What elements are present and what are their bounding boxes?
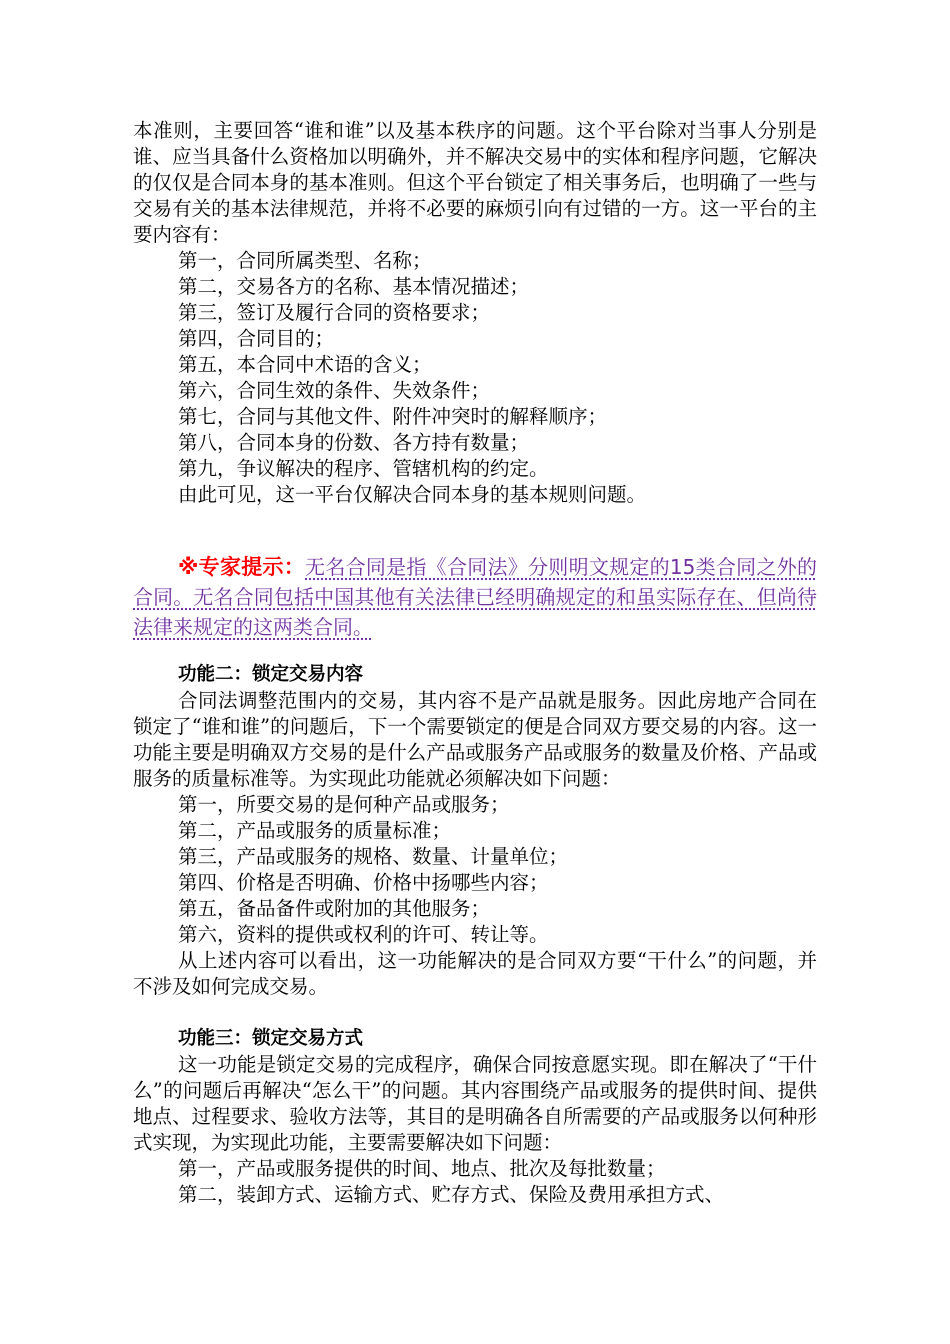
- list-item: 第六，资料的提供或权利的许可、转让等。: [178, 923, 549, 946]
- list-item: 第五，本合同中术语的含义；: [178, 353, 432, 376]
- list-item: 第四、价格是否明确、价格中扬哪些内容；: [178, 871, 549, 894]
- intro-paragraph: 本准则，主要回答“谁和谁”以及基本秩序的问题。这个平台除对当事人分别是谁、应当具备什么资格加以明确外，并不解决交易中的实体和程序问题，它解决的仅仅是合同本身的基本准则。但这个平台锁定了相关事务后，也明确了一些与交易有关的基本法律规范，并将不必要的麻烦引向有过错的一方。这一平台的主要内容有：: [133, 119, 817, 246]
- expert-tip-text: 无名合同是指《合同法》分则明文规定的15类合同之外的合同。无名合同包括中国其他有关法律已经明确规定的和虽实际存在、但尚待法律来规定的这两类合同。: [133, 555, 817, 639]
- platform-list: [133, 248, 817, 482]
- function2-paragraph: 合同法调整范围内的交易，其内容不是产品就是服务。因此房地产合同在锁定了“谁和谁”的问题后，下一个需要锁定的便是合同双方要交易的内容。这一功能主要是明确双方交易的是什么产品或服务产品或服务的数量及价格、产品或服务的质量标准等。为实现此功能就必须解决如下问题：: [133, 689, 817, 790]
- list-item: 第二，装卸方式、运输方式、贮存方式、保险及费用承担方式、: [178, 1183, 725, 1206]
- function2-heading: 功能二：锁定交易内容: [178, 664, 364, 685]
- function2-list: [133, 792, 817, 948]
- list-item: 第二，交易各方的名称、基本情况描述；: [178, 275, 530, 298]
- list-item: 第七，合同与其他文件、附件冲突时的解释顺序；: [178, 405, 608, 428]
- list-item: 第一，合同所属类型、名称；: [178, 249, 432, 272]
- function2-conclusion: 从上述内容可以看出，这一功能解决的是合同双方要“干什么”的问题，并不涉及如何完成交易。: [133, 949, 817, 998]
- list-item: 第八，合同本身的份数、各方持有数量；: [178, 431, 530, 454]
- platform-conclusion: 由此可见，这一平台仅解决合同本身的基本规则问题。: [178, 483, 647, 506]
- expert-tip: [133, 552, 817, 642]
- function3-heading: 功能三：锁定交易方式: [178, 1028, 364, 1049]
- list-item: 第五，备品备件或附加的其他服务；: [178, 897, 491, 920]
- list-item: 第三，签订及履行合同的资格要求；: [178, 301, 491, 324]
- function3-paragraph: 这一功能是锁定交易的完成程序，确保合同按意愿实现。即在解决了“干什么”的问题后再解决“怎么干”的问题。其内容围绕产品或服务的提供时间、提供地点、过程要求、验收方法等，其目的是明确各自所需要的产品或服务以何种形式实现，为实现此功能，主要需要解决如下问题：: [133, 1053, 817, 1154]
- list-item: 第一，所要交易的是何种产品或服务；: [178, 793, 510, 816]
- list-item: 第四，合同目的；: [178, 327, 335, 350]
- list-item: 第一，产品或服务提供的时间、地点、批次及每批数量；: [178, 1157, 666, 1180]
- function3-list: [133, 1156, 817, 1208]
- list-item: 第九，争议解决的程序、管辖机构的约定。: [178, 457, 549, 480]
- list-item: 第六，合同生效的条件、失效条件；: [178, 379, 491, 402]
- document-page: [133, 118, 817, 1208]
- expert-tip-label: ※专家提示：: [178, 555, 306, 579]
- list-item: 第二，产品或服务的质量标准；: [178, 819, 452, 842]
- list-item: 第三，产品或服务的规格、数量、计量单位；: [178, 845, 569, 868]
